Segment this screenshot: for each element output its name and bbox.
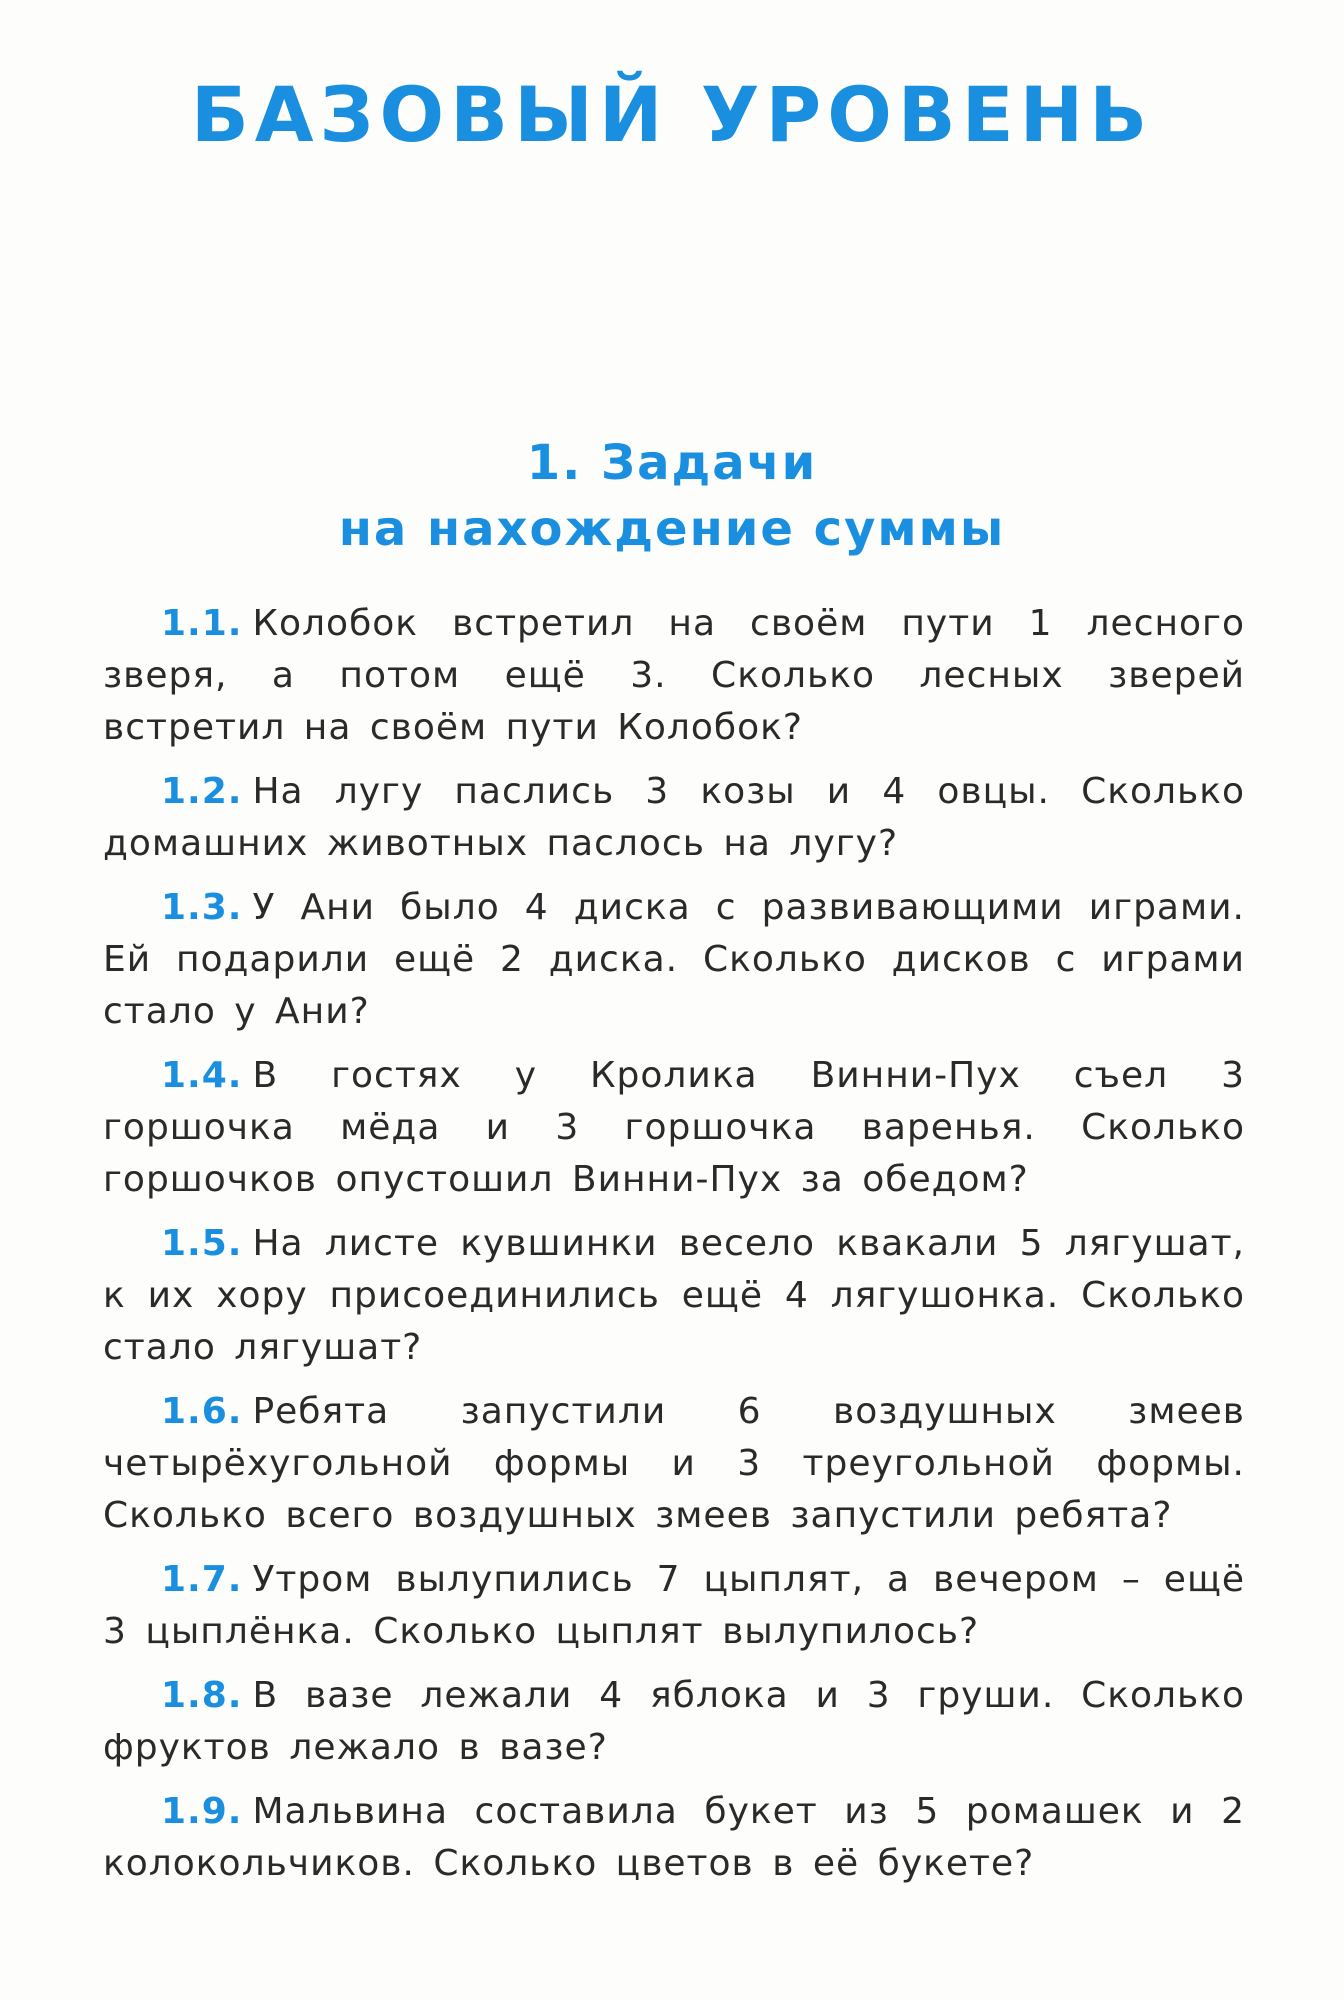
problem-number: 1.9.: [161, 1791, 243, 1832]
problem-item: [103, 766, 1245, 870]
problem-number: 1.3.: [161, 887, 243, 928]
problem-number: 1.6.: [161, 1391, 243, 1432]
problem-text: Колобок встретил на своём пути 1 лесного зверя, а потом ещё 3. Сколько лесных зверей встретил на своём пути Колобок?: [103, 603, 1245, 748]
problem-number: 1.8.: [161, 1675, 243, 1716]
problem-item: [103, 598, 1245, 754]
problem-text: На лугу паслись 3 козы и 4 овцы. Сколько домашних животных паслось на лугу?: [103, 771, 1245, 864]
problem-item: [103, 1786, 1245, 1890]
problem-item: [103, 1670, 1245, 1774]
problem-text: Ребята запустили 6 воздушных змеев четырёхугольной формы и 3 треугольной формы. Сколько всего воздушных змеев запустили ребята?: [103, 1391, 1245, 1536]
problem-item: [103, 1554, 1245, 1658]
level-title: БАЗОВЫЙ УРОВЕНЬ: [190, 70, 1154, 159]
problem-item: [103, 1386, 1245, 1542]
problem-list: [103, 598, 1245, 1902]
problem-number: 1.2.: [161, 771, 243, 812]
problem-number: 1.4.: [161, 1055, 243, 1096]
problem-text: В вазе лежали 4 яблока и 3 груши. Сколько фруктов лежало в вазе?: [103, 1675, 1245, 1768]
problem-item: [103, 1218, 1245, 1374]
problem-text: В гостях у Кролика Винни-Пух съел 3 горшочка мёда и 3 горшочка варенья. Сколько горшочков опустошил Винни-Пух за обедом?: [103, 1055, 1245, 1200]
section-heading-line1: 1. Задачи: [526, 435, 818, 491]
problem-item: [103, 882, 1245, 1038]
problem-item: [103, 1050, 1245, 1206]
problem-number: 1.7.: [161, 1559, 243, 1600]
problem-text: Мальвина составила букет из 5 ромашек и 2 колокольчиков. Сколько цветов в её букете?: [103, 1791, 1245, 1884]
section-heading: [0, 430, 1344, 562]
problem-number: 1.5.: [161, 1223, 243, 1264]
section-heading-line2: на нахождение суммы: [338, 501, 1006, 557]
problem-text: На листе кувшинки весело квакали 5 лягушат, к их хору присоединились ещё 4 лягушонка. Сколько стало лягушат?: [103, 1223, 1245, 1368]
problem-number: 1.1.: [161, 603, 243, 644]
problem-text: Утром вылупились 7 цыплят, а вечером – ещё 3 цыплёнка. Сколько цыплят вылупилось?: [103, 1559, 1245, 1652]
problem-text: У Ани было 4 диска с развивающими играми. Ей подарили ещё 2 диска. Сколько дисков с играми стало у Ани?: [103, 887, 1245, 1032]
